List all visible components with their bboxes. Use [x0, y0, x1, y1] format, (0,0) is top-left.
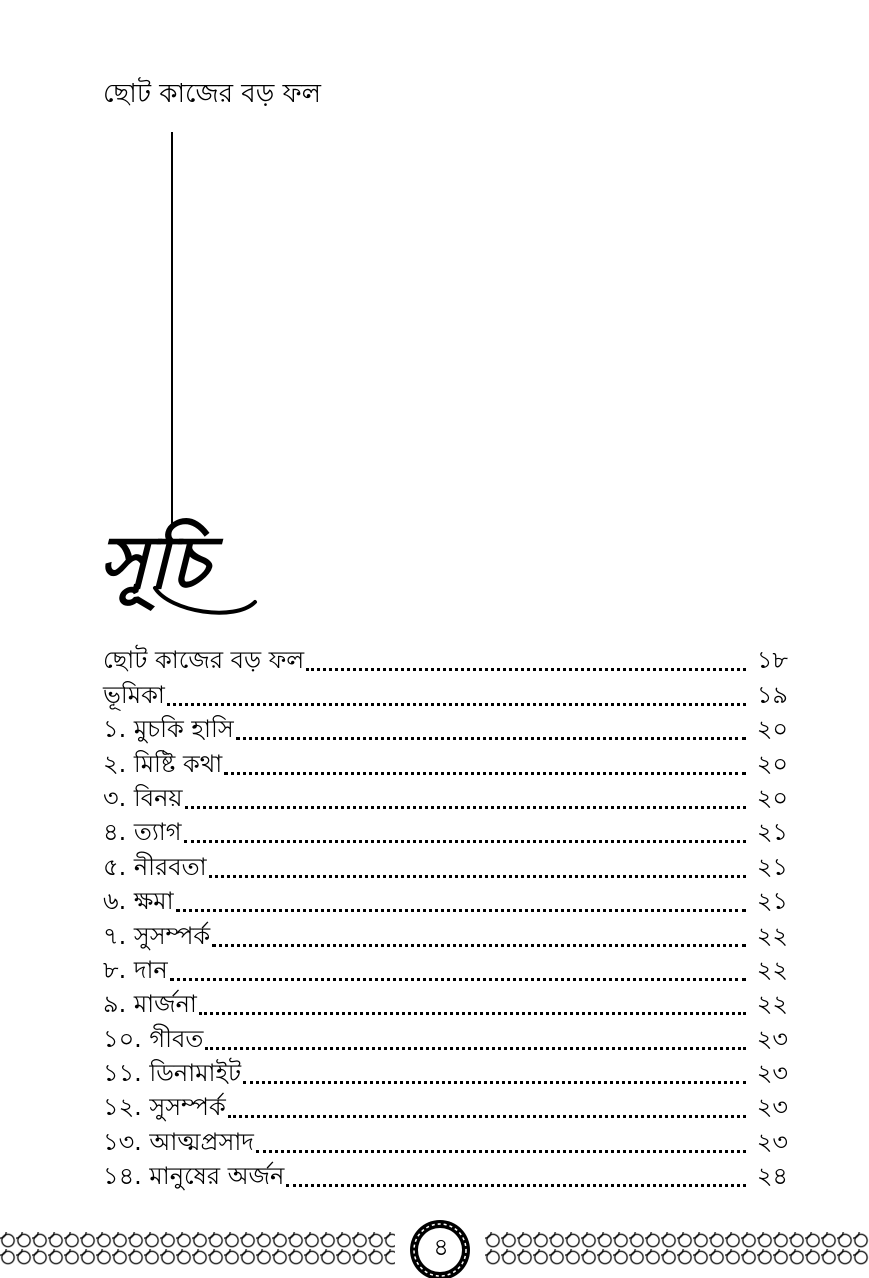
toc-entry	[103, 812, 788, 846]
toc-entry-label: ছোট কাজের বড় ফল	[103, 646, 305, 675]
toc-entry-label: ১৩. আত্মপ্রসাদ	[103, 1127, 254, 1156]
toc-entry-page: ১৮	[756, 646, 788, 675]
toc-entry	[103, 915, 788, 949]
dot-leader	[167, 703, 746, 706]
decorative-vertical-line	[171, 132, 173, 530]
toc-entry-label: ৩. বিনয়	[103, 783, 183, 812]
toc-entry-label: ৬. ক্ষমা	[103, 887, 174, 916]
toc-entry	[103, 881, 788, 915]
toc-entry-page: ২৩	[756, 1127, 788, 1156]
toc-entry-label: ৫. নীরবতা	[103, 852, 207, 881]
toc-entry-label: ভূমিকা	[103, 680, 165, 709]
toc-entry-page: ২২	[756, 990, 788, 1019]
toc-entry-page: ১৯	[756, 680, 788, 709]
dot-leader	[184, 840, 747, 843]
dot-leader	[228, 1115, 746, 1118]
toc-entry-page: ২৪	[756, 1162, 788, 1191]
dot-leader	[224, 772, 746, 775]
toc-entry-page: ২১	[756, 852, 788, 881]
toc-entry-label: ১২. সুসম্পর্ক	[103, 1093, 226, 1122]
dot-leader	[209, 875, 746, 878]
table-of-contents	[103, 640, 788, 1190]
toc-entry-label: ৮. দান	[103, 955, 168, 984]
decorative-border-right	[485, 1232, 869, 1266]
toc-entry-label: ১১. ডিনামাইট	[103, 1059, 242, 1088]
dot-leader	[176, 909, 746, 912]
toc-entry-label: ৭. সুসম্পর্ক	[103, 921, 211, 950]
running-header: ছোট কাজের বড় ফল	[103, 79, 321, 109]
toc-entry	[103, 1156, 788, 1190]
toc-entry-page: ২০	[756, 783, 788, 812]
dot-leader	[236, 737, 746, 740]
toc-entry-label: ১৪. মানুষের অর্জন	[103, 1162, 285, 1191]
toc-entry-page: ২০	[756, 715, 788, 744]
decorative-border-left	[0, 1232, 395, 1266]
toc-entry	[103, 778, 788, 812]
toc-entry	[103, 1121, 788, 1155]
dot-leader	[199, 1012, 746, 1015]
toc-entry	[103, 743, 788, 777]
page-number: ৪	[433, 1233, 449, 1261]
toc-entry	[103, 846, 788, 880]
toc-entry	[103, 950, 788, 984]
toc-entry-page: ২০	[756, 749, 788, 778]
toc-entry	[103, 1018, 788, 1052]
toc-title-text: সূচি	[99, 520, 209, 606]
dot-leader	[185, 806, 746, 809]
dot-leader	[286, 1184, 746, 1187]
toc-entry-page: ২২	[756, 955, 788, 984]
toc-entry	[103, 709, 788, 743]
dot-leader	[306, 668, 746, 671]
dot-leader	[212, 944, 746, 947]
toc-entry-label: ১. মুচকি হাসি	[103, 715, 234, 744]
dot-leader	[170, 978, 746, 981]
toc-entry-page: ২৩	[756, 1093, 788, 1122]
dot-leader	[205, 1047, 746, 1050]
toc-entry	[103, 1053, 788, 1087]
toc-entry-page: ২১	[756, 818, 788, 847]
toc-entry-page: ২৩	[756, 1059, 788, 1088]
page-footer	[0, 1214, 869, 1273]
toc-entry-page: ২২	[756, 921, 788, 950]
dot-leader	[256, 1150, 746, 1153]
toc-entry	[103, 1087, 788, 1121]
toc-entry-label: ৯. মার্জনা	[103, 990, 197, 1019]
toc-title	[95, 510, 275, 625]
toc-entry	[103, 640, 788, 674]
toc-entry-label: ১০. গীবত	[103, 1024, 204, 1053]
dot-leader	[243, 1081, 746, 1084]
toc-entry-label: ৪. ত্যাগ	[103, 818, 182, 847]
toc-entry	[103, 674, 788, 708]
toc-entry-page: ২১	[756, 887, 788, 916]
toc-entry-page: ২৩	[756, 1024, 788, 1053]
toc-entry-label: ২. মিষ্টি কথা	[103, 749, 223, 778]
toc-entry	[103, 984, 788, 1018]
